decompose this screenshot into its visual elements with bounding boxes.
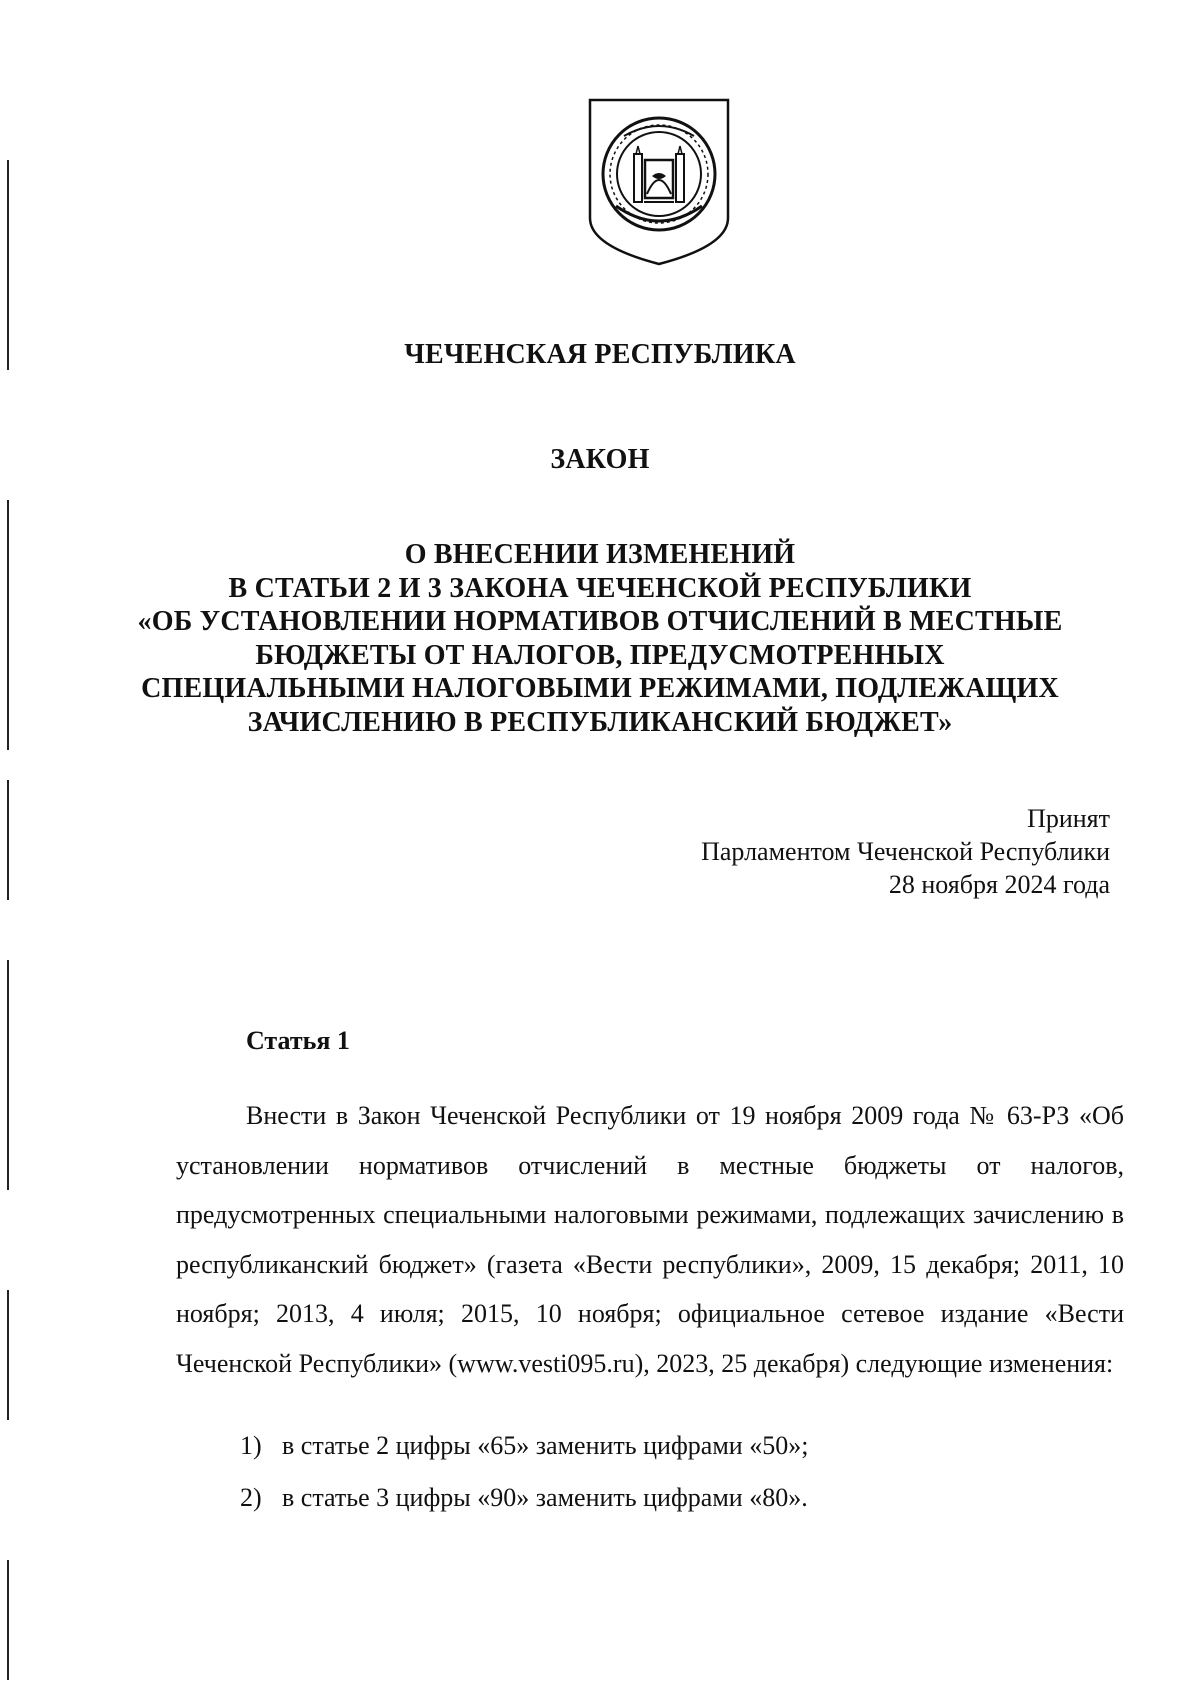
law-title-line: СПЕЦИАЛЬНЫМИ НАЛОГОВЫМИ РЕЖИМАМИ, ПОДЛЕЖАЩИХ: [141, 673, 1059, 704]
adoption-body: Парламентом Чеченской Республики: [701, 837, 1110, 866]
adoption-date: 28 ноября 2024 года: [888, 870, 1110, 899]
law-title-line: О ВНЕСЕНИИ ИЗМЕНЕНИЙ: [404, 539, 796, 570]
amendment-list: [240, 1420, 808, 1524]
list-item-number: 2): [240, 1483, 262, 1512]
list-item: [240, 1472, 808, 1524]
coat-of-arms-icon: [586, 96, 732, 268]
adoption-block: [701, 802, 1110, 901]
list-item: [240, 1420, 808, 1472]
law-title-line: БЮДЖЕТЫ ОТ НАЛОГОВ, ПРЕДУСМОТРЕННЫХ: [255, 639, 945, 671]
scan-mark: [7, 780, 9, 900]
scan-mark: [7, 960, 9, 1190]
scan-mark: [7, 1560, 9, 1680]
list-item-number: 1): [240, 1431, 262, 1460]
list-item-text: в статье 2 цифры «65» заменить цифрами «50»;: [282, 1431, 809, 1460]
law-title-line: «ОБ УСТАНОВЛЕНИИ НОРМАТИВОВ ОТЧИСЛЕНИЙ В МЕСТНЫЕ: [137, 606, 1063, 637]
document-type-heading: ЗАКОН: [550, 444, 650, 475]
list-item-text: в статье 3 цифры «90» заменить цифрами «80».: [282, 1483, 808, 1512]
adoption-label: Принят: [1027, 804, 1110, 833]
article-heading: Статья 1: [246, 1026, 350, 1055]
law-title: [0, 538, 1200, 739]
article-body: Внести в Закон Чеченской Республики от 19 ноября 2009 года № 63-РЗ «Об установлении нормативов отчислений в местные бюджеты от налогов, предусмотренных специальными налоговыми режимами, подлежащих зачислению в республиканский бюджет» (газета «Вести республики», 2009, 15 декабря; 2011, 10 ноября; 2013, 4 июля; 2015, 10 ноября; официальное сетевое издание «Вести Чеченской Республики» (www.vesti095.ru), 2023, 25 декабря) следующие изменения:: [176, 1101, 1124, 1378]
law-title-line: ЗАЧИСЛЕНИЮ В РЕСПУБЛИКАНСКИЙ БЮДЖЕТ»: [247, 706, 953, 738]
republic-heading: ЧЕЧЕНСКАЯ РЕСПУБЛИКА: [404, 339, 796, 370]
law-title-line: В СТАТЬИ 2 И 3 ЗАКОНА ЧЕЧЕНСКОЙ РЕСПУБЛИКИ: [228, 572, 972, 604]
scan-mark: [7, 1290, 9, 1420]
